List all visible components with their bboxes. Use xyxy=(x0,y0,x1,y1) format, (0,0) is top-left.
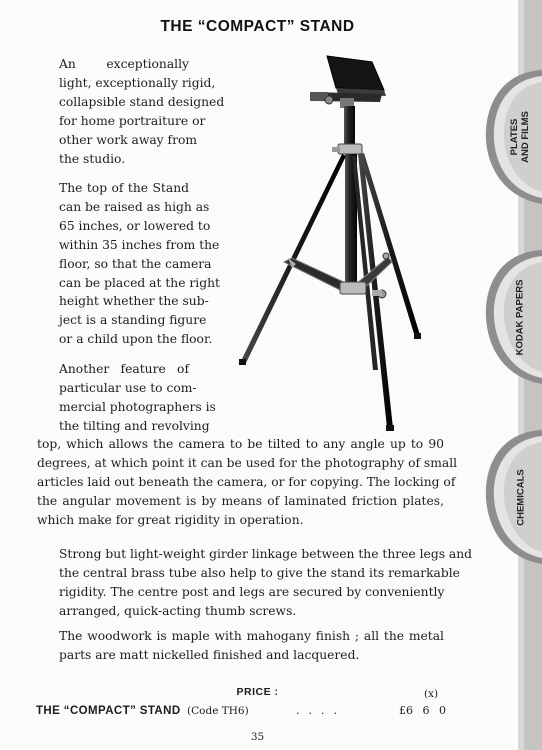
finish-paragraph xyxy=(37,627,444,665)
feature-paragraph-start xyxy=(37,360,216,436)
text-line: mercial photographers is xyxy=(59,399,216,414)
tab-label-line1: KODAK PAPERS xyxy=(514,279,526,356)
text-line: Another feature of xyxy=(59,362,189,376)
intro-paragraph xyxy=(37,55,225,168)
text-line: can be placed at the right xyxy=(59,275,220,290)
text-line: An exceptionally xyxy=(59,57,189,71)
text-line: the central brass tube also help to give the stand its remarkable xyxy=(59,565,460,580)
product-price: £6 6 0 xyxy=(399,704,446,717)
text-line: The woodwork is maple with mahogany finish ; all the metal xyxy=(59,629,444,643)
text-line: within 35 inches from the xyxy=(59,237,220,252)
tab-chemicals[interactable] xyxy=(516,463,527,533)
text-line: parts are matt nickelled finished and lacquered. xyxy=(59,647,360,662)
tab-label-line2: AND FILMS xyxy=(520,111,531,163)
text-line: height whether the sub- xyxy=(59,294,209,309)
tab-label-line1: CHEMICALS xyxy=(515,469,527,526)
rigidity-paragraph xyxy=(37,545,473,621)
text-line: collapsible stand designed xyxy=(59,94,225,109)
text-line: the tilting and revolving xyxy=(59,418,210,433)
tripod-stand-photo xyxy=(232,50,432,435)
currency-note: (x) xyxy=(424,688,439,700)
index-tabs xyxy=(480,0,542,750)
tab-kodak-papers[interactable] xyxy=(515,278,526,358)
text-line: other work away from xyxy=(59,132,198,147)
tab-label-line1: PLATES xyxy=(509,118,520,156)
product-name: THE “COMPACT” STAND xyxy=(36,705,181,717)
dot-leader: .... xyxy=(296,704,346,717)
text-line: floor, so that the camera xyxy=(59,256,212,271)
text-line: articles laid out beneath the camera, or for copying. The locking of xyxy=(37,474,456,489)
feature-paragraph-continued xyxy=(37,435,458,530)
text-line: the studio. xyxy=(59,151,126,166)
text-line: can be raised as high as xyxy=(59,199,210,214)
page-number: 35 xyxy=(250,731,265,743)
tab-plates-and-films[interactable] xyxy=(509,105,531,169)
text-line: which make for great rigidity in operation. xyxy=(37,512,304,527)
text-line: 65 inches, or lowered to xyxy=(59,218,211,233)
height-paragraph xyxy=(37,179,220,349)
price-heading: PRICE : xyxy=(236,686,279,698)
text-line: Strong but light-weight girder linkage between the three legs and xyxy=(59,547,473,561)
text-line: degrees, at which point it can be used for the photography of small xyxy=(37,455,458,470)
text-line: for home portraiture or xyxy=(59,113,206,128)
text-line: light, exceptionally rigid, xyxy=(59,75,216,90)
text-line: or a child upon the floor. xyxy=(59,332,213,347)
text-line: particular use to com- xyxy=(59,380,197,395)
text-line: the angular movement is by means of laminated friction plates, xyxy=(37,493,444,508)
text-line: The top of the Stand xyxy=(59,181,189,195)
text-line: ject is a standing figure xyxy=(59,313,207,328)
price-row xyxy=(36,704,446,722)
text-line: rigidity. The centre post and legs are secured by conveniently xyxy=(59,584,445,599)
page-title: THE “COMPACT” STAND xyxy=(160,18,355,35)
text-line: top, which allows the camera to be tilted to any angle up to 90 xyxy=(37,437,444,451)
text-line: arranged, quick-acting thumb screws. xyxy=(59,603,297,618)
product-code: (Code TH6) xyxy=(187,705,249,717)
